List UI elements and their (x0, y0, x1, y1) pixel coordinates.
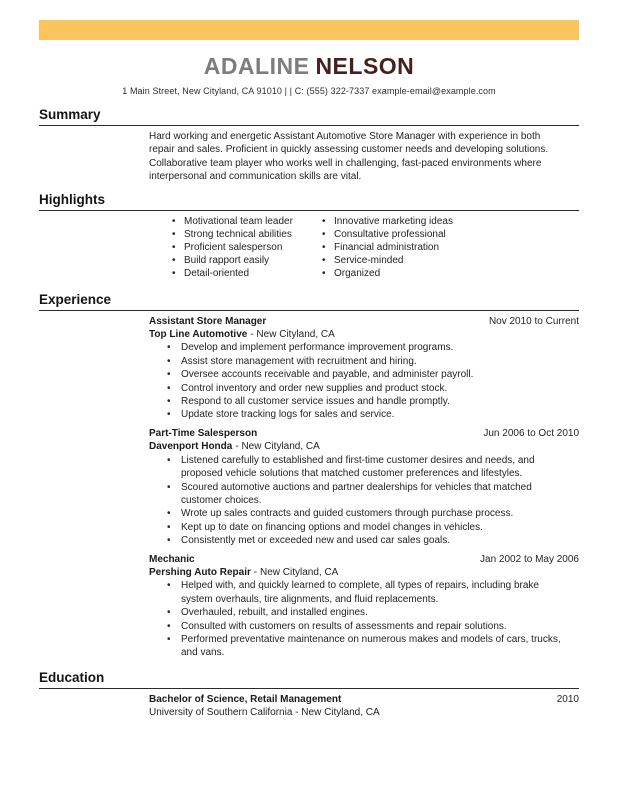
job-bullet: • Consistently met or exceeded new and used car sales goals. (165, 534, 579, 547)
highlight-item: • Service-minded (320, 254, 470, 267)
highlight-item: • Proficient salesperson (170, 241, 320, 254)
candidate-first-name: ADALINE (203, 53, 310, 79)
job-company-line (149, 566, 579, 579)
education-heading: Education (39, 670, 579, 689)
job-dates: Jan 2002 to May 2006 (480, 553, 579, 565)
job-bullet: • Control inventory and order new supplies and product stock. (165, 382, 579, 395)
highlights-body (39, 215, 579, 280)
highlights-heading: Highlights (39, 192, 579, 211)
summary-heading: Summary (39, 107, 579, 126)
job-bullet: • Assist store management with recruitment and hiring. (165, 355, 579, 368)
job-location: - New Cityland, CA (235, 441, 320, 453)
highlights-column-1 (170, 215, 320, 280)
job-entry-assistant-store-manager (149, 315, 579, 422)
job-title: Mechanic (149, 553, 195, 565)
job-location: - New Cityland, CA (250, 329, 335, 341)
job-bullet: • Wrote up sales contracts and guided customers through purchase process. (165, 507, 579, 520)
accent-bar (39, 20, 579, 40)
resume-header (0, 53, 618, 96)
summary-body (39, 130, 579, 184)
job-bullet: • Respond to all customer service issues and handle promptly. (165, 395, 579, 408)
education-degree: Bachelor of Science, Retail Management (149, 693, 342, 705)
job-head (149, 553, 579, 566)
job-bullet-list (165, 579, 579, 659)
job-bullet: • Oversee accounts receivable and payable, and administer payroll. (165, 368, 579, 381)
job-company-line (149, 328, 579, 341)
candidate-name (0, 53, 618, 80)
job-head (149, 315, 579, 328)
section-education (39, 670, 579, 720)
job-company: Pershing Auto Repair (149, 566, 251, 578)
job-company: Top Line Automotive (149, 329, 248, 341)
education-year: 2010 (556, 693, 579, 705)
education-head (149, 693, 579, 706)
job-title: Part-Time Salesperson (149, 427, 258, 439)
job-company: Davenport Honda (149, 441, 233, 453)
section-experience (39, 292, 579, 660)
job-bullet: • Scoured automotive auctions and partner dealerships for vehicles that matched customer choices. (165, 481, 579, 508)
job-bullet: • Listened carefully to established and first-time customer desires and needs, and proposed vehicle solutions that matched customer preferences and lifestyles. (165, 454, 579, 481)
section-highlights (39, 192, 579, 280)
experience-body (39, 315, 579, 660)
job-bullet: • Update store tracking logs for sales and service. (165, 408, 579, 421)
job-bullet: • Performed preventative maintenance on numerous makes and models of cars, trucks, and vans. (165, 633, 579, 660)
highlight-item: • Detail-oriented (170, 267, 320, 280)
job-entry-mechanic (149, 553, 579, 660)
job-entry-part-time-salesperson (149, 427, 579, 548)
job-head (149, 427, 579, 440)
job-dates: Nov 2010 to Current (488, 315, 579, 327)
contact-line: 1 Main Street, New Cityland, CA 91010 | | C: (555) 322-7337 example-email@example.com (122, 86, 496, 96)
highlights-column-2 (320, 215, 470, 280)
highlight-item: • Innovative marketing ideas (320, 215, 470, 228)
highlights-columns (170, 215, 579, 280)
education-body (39, 693, 579, 720)
highlight-item: • Financial administration (320, 241, 470, 254)
job-bullet: • Helped with, and quickly learned to complete, all types of repairs, including brake system overhauls, tire alignments, and fluid replacements. (165, 579, 579, 606)
job-bullet: • Kept up to date on financing options and model changes in vehicles. (165, 521, 579, 534)
highlight-item: • Build rapport easily (170, 254, 320, 267)
candidate-last-name: NELSON (315, 53, 415, 79)
highlight-item: • Motivational team leader (170, 215, 320, 228)
highlight-item: • Organized (320, 267, 470, 280)
job-company-line (149, 440, 579, 453)
job-bullet: • Overhauled, rebuilt, and installed engines. (165, 606, 579, 619)
job-bullet: • Develop and implement performance improvement programs. (165, 341, 579, 354)
experience-heading: Experience (39, 292, 579, 311)
job-title: Assistant Store Manager (149, 315, 267, 327)
highlight-item: • Consultative professional (320, 228, 470, 241)
job-location: - New Cityland, CA (253, 566, 339, 578)
section-summary (39, 107, 579, 184)
job-bullet: • Consulted with customers on results of assessments and repair solutions. (165, 620, 579, 633)
job-dates: Jun 2006 to Oct 2010 (483, 427, 579, 439)
job-bullet-list (165, 454, 579, 548)
education-school: University of Southern California - New Cityland, CA (149, 707, 380, 719)
highlight-item: • Strong technical abilities (170, 228, 320, 241)
summary-text: Hard working and energetic Assistant Automotive Store Manager with experience in both repair and sales. Proficient in quickly assessing customer needs and developing solutions. Collaborative team player who works well in challenging, fast-paced environments where interpersonal and communication skills are vital. (149, 131, 549, 183)
job-bullet-list (165, 341, 579, 421)
